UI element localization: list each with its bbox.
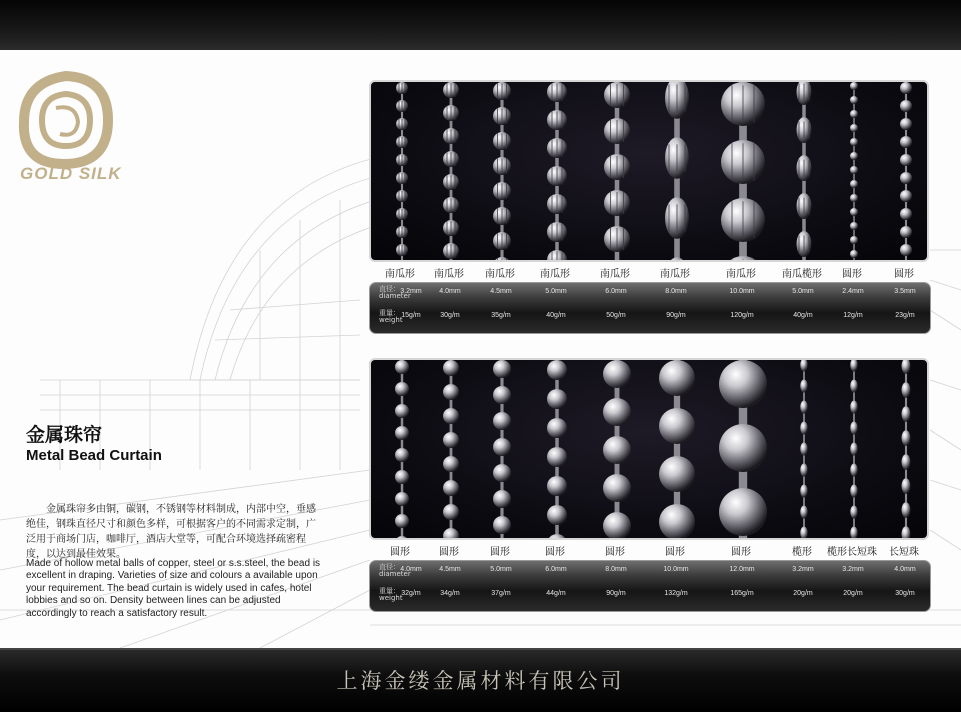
bead-strand [443, 360, 459, 540]
weight-value: 20g/m [793, 590, 813, 597]
bead-strand [721, 82, 765, 262]
bead-strand [800, 360, 808, 540]
bead-strand [395, 360, 409, 540]
company-name: 上海金缕金属材料有限公司 [336, 669, 625, 693]
bead-type-labels-1 [369, 265, 929, 279]
spec-table-1 [369, 282, 931, 334]
bead-strand [396, 82, 408, 262]
weight-value: 15g/m [401, 312, 421, 319]
diameter-row [370, 286, 932, 300]
bead-type-label: 南瓜形 [660, 269, 690, 280]
diameter-value: 10.0mm [663, 566, 689, 573]
weight-value: 90g/m [606, 590, 626, 597]
bead-type-label: 南瓜榄形 [782, 269, 822, 280]
bead-strand [850, 360, 858, 540]
bead-type-label: 圆形 [731, 547, 751, 558]
diameter-value: 5.0mm [545, 288, 567, 295]
weight-header: 重量： weight [379, 587, 403, 602]
bead-strand [547, 360, 567, 540]
weight-value: 120g/m [730, 312, 754, 319]
diameter-value: 3.5mm [894, 288, 916, 295]
catalog-page [0, 50, 961, 648]
bead-strand [719, 360, 767, 540]
diameter-value: 2.4mm [842, 288, 864, 295]
weight-value: 12g/m [843, 312, 863, 319]
bead-strand [665, 82, 689, 262]
diameter-value: 5.0mm [792, 288, 814, 295]
bead-strand [443, 82, 459, 262]
bead-type-labels-2 [369, 543, 929, 557]
diameter-value: 4.5mm [490, 288, 512, 295]
weight-value: 23g/m [895, 312, 915, 319]
diameter-value: 5.0mm [490, 566, 512, 573]
weight-value: 37g/m [491, 590, 511, 597]
weight-value: 40g/m [546, 312, 566, 319]
bead-strand [902, 360, 911, 540]
bead-strand [797, 82, 812, 262]
product-description-cn: 金属珠帘多由铜，碳钢，不锈钢等材料制成，内部中空，垂感绝佳，钢珠直径尺寸和颜色多样，可根据客户的不同需求定制，广泛用于商场门店，咖啡厅，酒店大堂等，可配合环境选择疏密程度，以达到最佳效果。 [26, 504, 316, 560]
diameter-value: 4.0mm [894, 566, 916, 573]
top-banner [0, 0, 961, 50]
bead-type-label: 南瓜形 [385, 269, 415, 280]
diameter-value: 4.0mm [439, 288, 461, 295]
diameter-value: 4.0mm [400, 566, 422, 573]
product-description-en: Made of hollow metal balls of copper, steel or s.s.steel, the bead is excellent in draping. Varieties of size and colours a available upon your requirement. The bead curtain is widely used in cafes, hotel lobbies and so on. Density between lines can be adjusted accordingly to reach a satisfactory result. [26, 558, 321, 619]
bead-strand [850, 82, 858, 262]
bead-type-label: 圆形 [439, 547, 459, 558]
diameter-value: 12.0mm [729, 566, 755, 573]
diameter-value: 4.5mm [439, 566, 461, 573]
product-title-en: Metal Bead Curtain [26, 447, 162, 464]
bead-type-label: 南瓜形 [726, 269, 756, 280]
weight-value: 34g/m [440, 590, 460, 597]
spec-table-2 [369, 560, 931, 612]
bead-type-label: 圆形 [665, 547, 685, 558]
bead-photo-pumpkin [369, 80, 929, 262]
bead-type-label: 南瓜形 [600, 269, 630, 280]
diameter-value: 3.2mm [400, 288, 422, 295]
weight-row [370, 588, 932, 602]
weight-row [370, 310, 932, 324]
weight-value: 90g/m [666, 312, 686, 319]
product-title-cn: 金属珠帘 [26, 424, 103, 446]
bead-type-label: 圆形 [605, 547, 625, 558]
bead-type-label: 圆形 [545, 547, 565, 558]
diameter-value: 8.0mm [665, 288, 687, 295]
bead-photo-round [369, 358, 929, 540]
bead-type-label: 南瓜形 [540, 269, 570, 280]
bead-type-label: 圆形 [390, 547, 410, 558]
bead-strand [603, 360, 631, 540]
bead-strand [659, 360, 695, 540]
bead-strand [493, 360, 511, 540]
bead-type-label: 榄形长短珠 [827, 547, 877, 558]
bead-strand [493, 82, 511, 262]
diameter-value: 3.2mm [792, 566, 814, 573]
diameter-value: 6.0mm [545, 566, 567, 573]
bead-type-label: 长短珠 [889, 547, 919, 558]
footer-bar [0, 648, 961, 712]
weight-value: 50g/m [606, 312, 626, 319]
weight-value: 30g/m [440, 312, 460, 319]
weight-value: 30g/m [895, 590, 915, 597]
weight-value: 35g/m [491, 312, 511, 319]
weight-value: 32g/m [401, 590, 421, 597]
weight-value: 20g/m [843, 590, 863, 597]
bead-strand [900, 82, 912, 262]
diameter-header: 直径： diameter [379, 285, 411, 300]
diameter-header: 直径： diameter [379, 563, 411, 578]
weight-value: 165g/m [730, 590, 754, 597]
weight-value: 132g/m [664, 590, 688, 597]
weight-value: 44g/m [546, 590, 566, 597]
bead-type-label: 圆形 [490, 547, 510, 558]
bead-type-label: 圆形 [842, 269, 862, 280]
bead-type-label: 榄形 [792, 547, 812, 558]
bead-strand [604, 82, 630, 262]
brand-name: GOLD SILK [20, 164, 122, 183]
diameter-row [370, 564, 932, 578]
diameter-value: 3.2mm [842, 566, 864, 573]
weight-header: 重量： weight [379, 309, 403, 324]
diameter-value: 6.0mm [605, 288, 627, 295]
bead-type-label: 南瓜形 [485, 269, 515, 280]
weight-value: 40g/m [793, 312, 813, 319]
diameter-value: 8.0mm [605, 566, 627, 573]
bead-type-label: 圆形 [894, 269, 914, 280]
diameter-value: 10.0mm [729, 288, 755, 295]
bead-strand [547, 82, 567, 262]
bead-type-label: 南瓜形 [434, 269, 464, 280]
